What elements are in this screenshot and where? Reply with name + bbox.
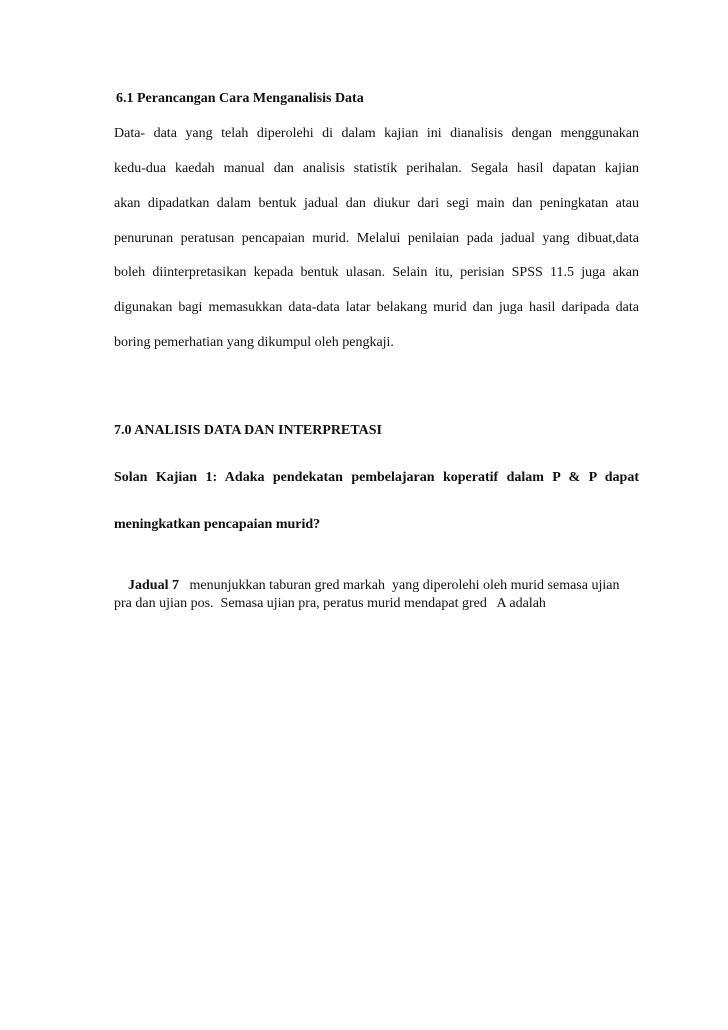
jadual-label: Jadual 7	[128, 578, 179, 593]
research-question-line-1: Solan Kajian 1: Adaka pendekatan pembelajaran koperatif dalam P & P dapat	[114, 470, 639, 485]
paragraph-line-2: kedu-dua kaedah manual dan analisis statistik perihalan. Segala hasil dapatan kajian	[114, 161, 639, 176]
paragraph-line-6: digunakan bagi memasukkan data-data latar belakang murid dan juga hasil daripada data	[114, 300, 639, 315]
jadual-paragraph-line-2: pra dan ujian pos. Semasa ujian pra, peratus murid mendapat gred A adalah	[114, 596, 546, 611]
paragraph-line-3: akan dipadatkan dalam bentuk jadual dan diukur dari segi main dan peningkatan atau	[114, 196, 639, 211]
section-heading-7-0: 7.0 ANALISIS DATA DAN INTERPRETASI	[114, 423, 383, 438]
jadual-line-1-text: menunjukkan taburan gred markah yang diperolehi oleh murid semasa ujian	[178, 578, 620, 593]
paragraph-line-7: boring pemerhatian yang dikumpul oleh pengkaji.	[114, 335, 394, 350]
paragraph-line-4: penurunan peratusan pencapaian murid. Melalui penilaian pada jadual yang dibuat,data	[114, 231, 639, 246]
research-question-line-2: meningkatkan pencapaian murid?	[114, 517, 321, 532]
paragraph-line-1: Data- data yang telah diperolehi di dalam kajian ini dianalisis dengan menggunakan	[114, 126, 639, 141]
paragraph-line-5: boleh diinterpretasikan kepada bentuk ulasan. Selain itu, perisian SPSS 11.5 juga akan	[114, 265, 639, 280]
section-heading-6-1: 6.1 Perancangan Cara Menganalisis Data	[116, 91, 364, 106]
